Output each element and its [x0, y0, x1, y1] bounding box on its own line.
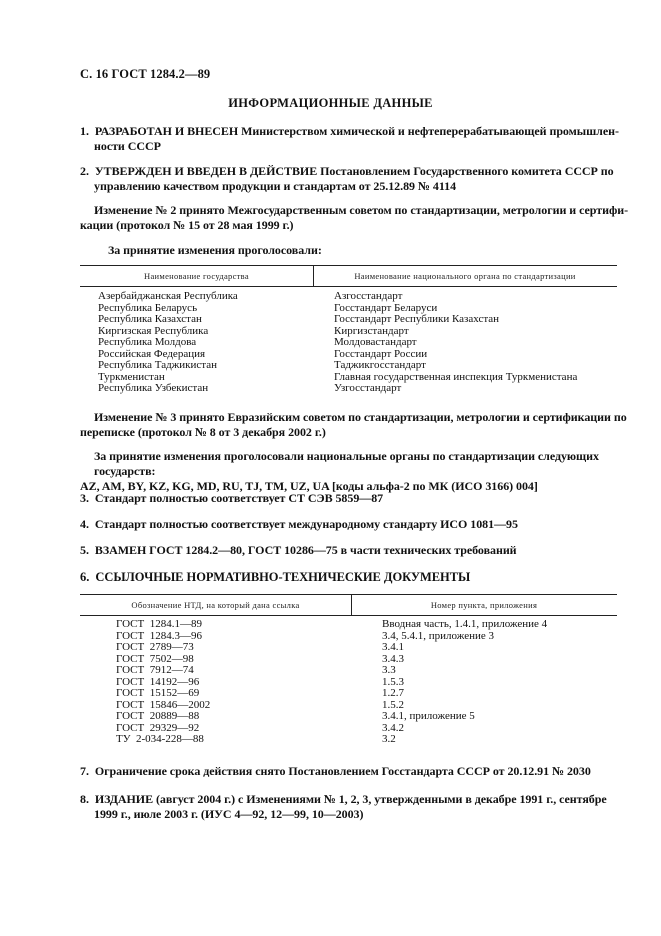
table-1-state-cell: Российская Федерация: [98, 347, 206, 360]
item-4: [80, 517, 518, 532]
change-2-note: [80, 203, 640, 233]
table-2-doc-cell: ГОСТ 15846—2002: [116, 698, 211, 711]
item-4-text: Стандарт полностью соответствует международному стандарту ИСО 1081—95: [94, 517, 518, 531]
table-2-header-rule: [80, 615, 617, 616]
voted-caption: За принятие изменения проголосовали:: [108, 243, 322, 257]
table-2-clause-cell: 3.2: [382, 733, 396, 745]
change-3-line-2: переписке (протокол № 8 от 3 декабря 2002 г.): [80, 425, 326, 439]
item-8: [80, 792, 640, 822]
table-1-state-cell: Республика Таджикистан: [98, 359, 217, 371]
table-2-clause-cell: 3.4.1: [382, 641, 404, 653]
item-8-number: 8.: [80, 792, 89, 806]
item-3-text: Стандарт полностью соответствует СТ СЭВ 5859—87: [94, 491, 384, 505]
table-2-clause-cell: 3.3: [382, 664, 396, 676]
table-2-doc-cell: ГОСТ 29329—92: [116, 721, 200, 734]
table-1-state-cell: Республика Молдова: [98, 336, 197, 348]
table-1-state-cell: Туркменистан: [98, 370, 165, 383]
item-1-text: Министерством химической и нефтеперерабатывающей промышлен-: [241, 124, 619, 138]
table-1-body-cell: Киргизстандарт: [334, 324, 409, 337]
table-2-clause-cell: 1.2.7: [382, 687, 404, 699]
change-2-line-1: Изменение № 2 принято Межгосударственным советом по стандартизации, метрологии и сертифи-: [94, 203, 629, 217]
change-3-note: [80, 410, 640, 440]
table-1-bodies-list: [334, 291, 577, 395]
table-1-header-body: Наименование национального органа по стандартизации: [354, 271, 576, 281]
change-3-voted-line-2: AZ, AM, BY, KZ, KG, MD, RU, TJ, TM, UZ, UA [коды альфа-2 по МК (ИСО 3166) 004]: [80, 479, 538, 493]
item-2-text: Постановлением Государственного комитета СССР по: [320, 164, 614, 178]
table-2-doc-cell: ГОСТ 7912—74: [116, 664, 194, 676]
page-header: С. 16 ГОСТ 1284.2—89: [80, 67, 211, 81]
item-6: [80, 570, 470, 585]
table-2-doc-cell: ГОСТ 15152—69: [116, 687, 200, 699]
table-1-header-state: Наименование государства: [144, 271, 249, 281]
item-1-text-cont: ности СССР: [94, 139, 161, 153]
table-2-doc-cell: ГОСТ 1284.3—96: [116, 629, 202, 642]
table-1-state-cell: Азербайджанская Республика: [98, 290, 238, 302]
table-1-state-cell: Киргизская Республика: [98, 324, 209, 337]
document-title: ИНФОРМАЦИОННЫЕ ДАННЫЕ: [228, 96, 433, 110]
table-1-state-cell: Республика Узбекистан: [98, 382, 209, 394]
table-2-clause-cell: 3.4, 5.4.1, приложение 3: [382, 629, 494, 642]
table-1-state-cell: Республика Казахстан: [98, 313, 202, 325]
table-2-clause-cell: Вводная часть, 1.4.1, приложение 4: [382, 618, 548, 630]
item-5: [80, 543, 517, 558]
item-3: [80, 491, 383, 506]
table-2-header-doc: Обозначение НТД, на который дана ссылка: [131, 600, 300, 610]
item-2-lead: УТВЕРЖДЕН И ВВЕДЕН В ДЕЙСТВИЕ: [94, 164, 318, 178]
item-8-line-2: 1999 г., июле 2003 г. (ИУС 4—92, 12—99, 10—2003): [94, 807, 364, 821]
table-2-doc-cell: ГОСТ 2789—73: [116, 641, 194, 653]
table-1-body-cell: Госстандарт Республики Казахстан: [334, 313, 500, 325]
table-1-header-rule: [80, 286, 617, 287]
table-2-doc-cell: ТУ 2-034-228—88: [116, 733, 204, 745]
table-2-clause-cell: 3.4.3: [382, 652, 404, 665]
item-5-number: 5.: [80, 543, 89, 557]
table-1-body-cell: Азгосстандарт: [334, 290, 403, 302]
table-1-body-cell: Таджикгосстандарт: [334, 359, 426, 371]
item-7: [80, 764, 640, 779]
table-2-doc-cell: ГОСТ 7502—98: [116, 652, 194, 665]
item-7-number: 7.: [80, 764, 89, 778]
table-1-body-cell: Госстандарт России: [334, 347, 428, 360]
table-2-doc-cell: ГОСТ 20889—88: [116, 710, 200, 722]
item-2: [80, 164, 640, 194]
table-1-body-cell: Узгосстандарт: [334, 382, 402, 394]
item-2-number: 2.: [80, 164, 89, 178]
table-1-states-list: [98, 291, 238, 395]
table-2-docs-list: [116, 619, 210, 746]
change-3-line-1: Изменение № 3 принято Евразийским советом по стандартизации, метрологии и сертификации по: [94, 410, 627, 424]
table-2-clause-cell: 3.4.1, приложение 5: [382, 710, 475, 722]
table-2-doc-cell: ГОСТ 1284.1—89: [116, 618, 202, 630]
item-6-number: 6.: [80, 570, 90, 584]
table-2-header-clause: Номер пункта, приложения: [430, 600, 538, 610]
item-6-text: ССЫЛОЧНЫЕ НОРМАТИВНО-ТЕХНИЧЕСКИЕ ДОКУМЕНТЫ: [95, 570, 471, 584]
table-1-body-cell: Госстандарт Беларуси: [334, 301, 438, 314]
change-2-line-2: кации (протокол № 15 от 28 мая 1999 г.): [80, 218, 294, 232]
item-5-text: ВЗАМЕН ГОСТ 1284.2—80, ГОСТ 10286—75 в части технических требований: [94, 543, 517, 557]
item-1-number: 1.: [80, 124, 89, 138]
table-2-clause-cell: 1.5.3: [382, 675, 404, 688]
item-1: [80, 124, 640, 154]
table-1-state-cell: Республика Беларусь: [98, 301, 198, 314]
item-2-text-cont: управлению качеством продукции и стандартам от 25.12.89 № 4114: [94, 179, 457, 193]
item-1-lead: РАЗРАБОТАН И ВНЕСЕН: [94, 124, 239, 138]
table-2-clauses-list: [382, 619, 547, 746]
table-1-body-cell: Главная государственная инспекция Туркменистана: [334, 370, 578, 383]
table-1-body-cell: Молдовастандарт: [334, 336, 417, 348]
item-8-line-1: ИЗДАНИЕ (август 2004 г.) с Изменениями № 1, 2, 3, утвержденными в декабре 1991 г., сентябре: [94, 792, 607, 806]
table-1-top-rule: [80, 265, 617, 266]
change-3-voted-line-1: За принятие изменения проголосовали национальные органы по стандартизации следующих государств:: [94, 449, 599, 478]
item-3-number: 3.: [80, 491, 89, 505]
table-2-doc-cell: ГОСТ 14192—96: [116, 675, 200, 688]
table-2-clause-cell: 3.4.2: [382, 721, 404, 734]
item-4-number: 4.: [80, 517, 89, 531]
change-3-voted: [80, 449, 640, 494]
table-2-clause-cell: 1.5.2: [382, 698, 404, 711]
table-2-top-rule: [80, 594, 617, 595]
item-7-text: Ограничение срока действия снято Постановлением Госстандарта СССР от 20.12.91 № 2030: [94, 764, 591, 778]
